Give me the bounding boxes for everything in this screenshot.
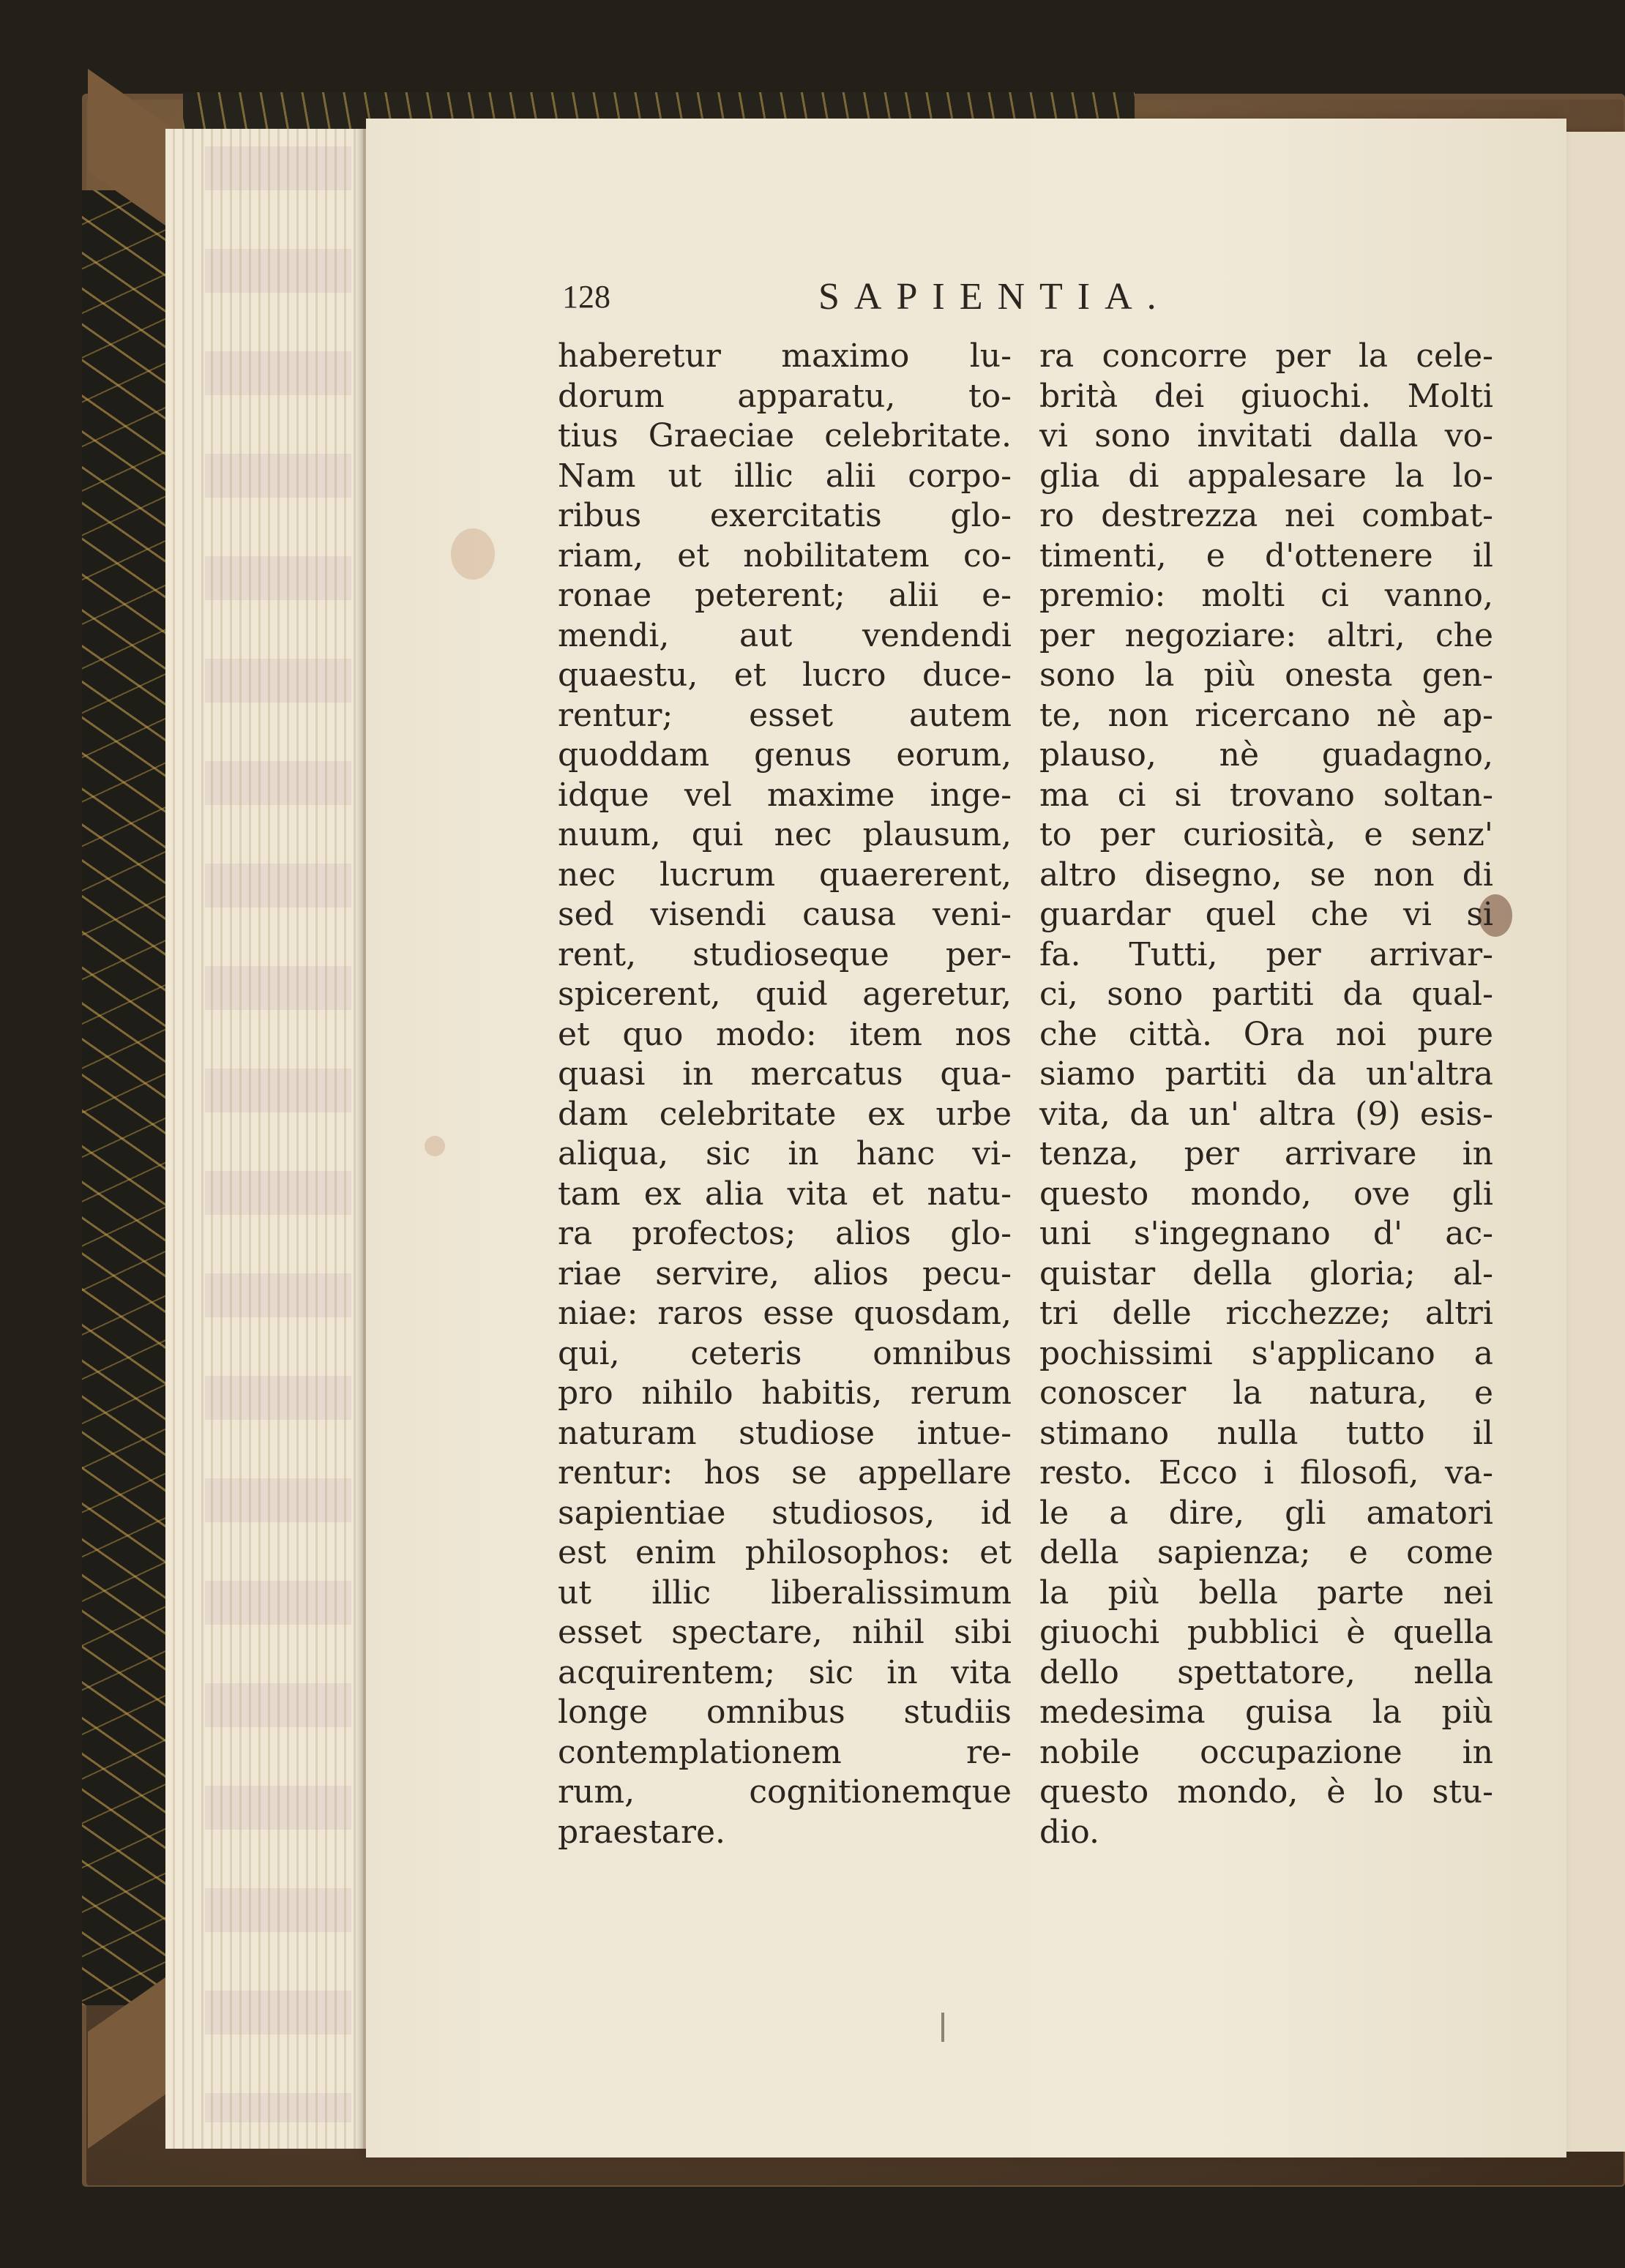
foxing-stain: [451, 528, 495, 580]
italian-text-line: brità dei giuochi. Molti: [1039, 377, 1493, 415]
italian-text-line: ci, sono partiti da qual-: [1039, 976, 1493, 1013]
latin-text-line: riae servire, alios pecu-: [558, 1254, 1012, 1292]
latin-text-line: ribus exercitatis glo-: [558, 497, 1012, 534]
latin-text-line: rentur: hos se appellare: [558, 1454, 1012, 1492]
italian-text-line: tenza, per arrivare in: [1039, 1135, 1493, 1172]
latin-text-line: esset spectare, nihil sibi: [558, 1614, 1012, 1651]
latin-text-line: qui, ceteris omnibus: [558, 1334, 1012, 1372]
italian-text-line: dio.: [1039, 1813, 1099, 1851]
latin-text-line: dorum apparatu, to-: [558, 377, 1012, 415]
italian-text-line: te, non ricercano nè ap-: [1039, 696, 1493, 734]
italian-text-line: vita, da un' altra (9) esis-: [1039, 1095, 1493, 1133]
latin-text-line: haberetur maximo lu-: [558, 337, 1012, 375]
italian-text-line: le a dire, gli amatori: [1039, 1494, 1493, 1532]
latin-text-line: acquirentem; sic in vita: [558, 1653, 1012, 1691]
latin-text-line: praestare.: [558, 1813, 726, 1851]
italian-text-line: pochissimi s'applicano a: [1039, 1334, 1493, 1372]
italian-text-line: la più bella parte nei: [1039, 1573, 1493, 1612]
latin-text-line: sed visendi causa veni-: [558, 896, 1012, 933]
italian-text-line: glia di appalesare la lo-: [1039, 457, 1493, 495]
italian-text-line: della sapienza; e come: [1039, 1534, 1493, 1571]
latin-text-line: contemplationem re-: [558, 1733, 1012, 1771]
latin-text-line: tam ex alia vita et natu-: [558, 1175, 1012, 1213]
latin-text-line: ra profectos; alios glo-: [558, 1215, 1012, 1252]
latin-text-line: et quo modo: item nos: [558, 1015, 1012, 1053]
latin-text-line: sapientiae studiosos, id: [558, 1494, 1012, 1532]
latin-text-line: Nam ut illic alii corpo-: [558, 457, 1012, 495]
italian-text-line: guardar quel che vi si: [1039, 896, 1493, 933]
italian-text-line: conoscer la natura, e: [1039, 1374, 1493, 1412]
italian-text-line: dello spettatore, nella: [1039, 1653, 1493, 1691]
latin-text-line: rentur; esset autem: [558, 696, 1012, 734]
latin-text-line: aliqua, sic in hanc vi-: [558, 1135, 1012, 1172]
italian-text-line: ra concorre per la cele-: [1039, 337, 1493, 375]
marbled-board: [82, 190, 170, 2005]
latin-text-line: riam, et nobilitatem co-: [558, 536, 1012, 575]
italian-text-line: medesima guisa la più: [1039, 1693, 1493, 1731]
italian-text-line: uni s'ingegnano d' ac-: [1039, 1215, 1493, 1252]
latin-text-line: naturam studiose intue-: [558, 1414, 1012, 1452]
latin-text-line: quaestu, et lucro duce-: [558, 656, 1012, 694]
latin-text-line: tius Graeciae celebritate.: [558, 417, 1012, 454]
facing-page-edge: [1559, 132, 1625, 2152]
italian-text-line: questo mondo, è lo stu-: [1039, 1773, 1493, 1811]
latin-text-line: ut illic liberalissimum: [558, 1573, 1012, 1612]
italian-text-line: quistar della gloria; al-: [1039, 1254, 1493, 1292]
italian-text-line: timenti, e d'ottenere il: [1039, 536, 1493, 575]
latin-text-line: longe omnibus studiis: [558, 1693, 1012, 1731]
italian-column: [1039, 337, 1493, 1852]
italian-text-line: vi sono invitati dalla vo-: [1039, 417, 1493, 454]
latin-text-line: nuum, qui nec plausum,: [558, 816, 1012, 853]
page-mark: [941, 2013, 944, 2042]
italian-text-line: nobile occupazione in: [1039, 1733, 1493, 1771]
running-head: SAPIENTIA.: [818, 276, 1171, 318]
latin-text-line: niae: raros esse quosdam,: [558, 1295, 1012, 1332]
latin-text-line: idque vel maxime inge-: [558, 776, 1012, 814]
italian-text-line: stimano nulla tutto il: [1039, 1414, 1493, 1452]
italian-text-line: fa. Tutti, per arrivar-: [1039, 935, 1493, 973]
page-header: [562, 278, 1294, 325]
page-stack-stain: [205, 146, 351, 2122]
latin-text-line: rum, cognitionemque: [558, 1773, 1012, 1811]
italian-text-line: altro disegno, se non di: [1039, 856, 1493, 894]
foxing-stain: [425, 1136, 445, 1156]
latin-text-line: nec lucrum quaererent,: [558, 856, 1012, 894]
italian-text-line: premio: molti ci vanno,: [1039, 577, 1493, 614]
latin-column: [558, 337, 1012, 1852]
latin-text-line: ronae peterent; alii e-: [558, 577, 1012, 614]
italian-text-line: tri delle ricchezze; altri: [1039, 1295, 1493, 1332]
italian-text-line: siamo partiti da un'altra: [1039, 1055, 1493, 1093]
italian-text-line: che città. Ora noi pure: [1039, 1015, 1493, 1053]
latin-text-line: spicerent, quid ageretur,: [558, 976, 1012, 1013]
italian-text-line: sono la più onesta gen-: [1039, 656, 1493, 694]
italian-text-line: resto. Ecco i filosofi, va-: [1039, 1454, 1493, 1492]
latin-text-line: rent, studioseque per-: [558, 935, 1012, 973]
italian-text-line: questo mondo, ove gli: [1039, 1175, 1493, 1213]
latin-text-line: mendi, aut vendendi: [558, 616, 1012, 654]
latin-text-line: quoddam genus eorum,: [558, 736, 1012, 774]
page-number: 128: [562, 279, 610, 315]
italian-text-line: ma ci si trovano soltan-: [1039, 776, 1493, 814]
latin-text-line: est enim philosophos: et: [558, 1534, 1012, 1571]
italian-text-line: ro destrezza nei combat-: [1039, 497, 1493, 534]
italian-text-line: plauso, nè guadagno,: [1039, 736, 1493, 774]
italian-text-line: per negoziare: altri, che: [1039, 616, 1493, 654]
latin-text-line: pro nihilo habitis, rerum: [558, 1374, 1012, 1412]
italian-text-line: giuochi pubblici è quella: [1039, 1614, 1493, 1651]
latin-text-line: quasi in mercatus qua-: [558, 1055, 1012, 1093]
italian-text-line: to per curiosità, e senz': [1039, 816, 1493, 853]
latin-text-line: dam celebritate ex urbe: [558, 1095, 1012, 1133]
